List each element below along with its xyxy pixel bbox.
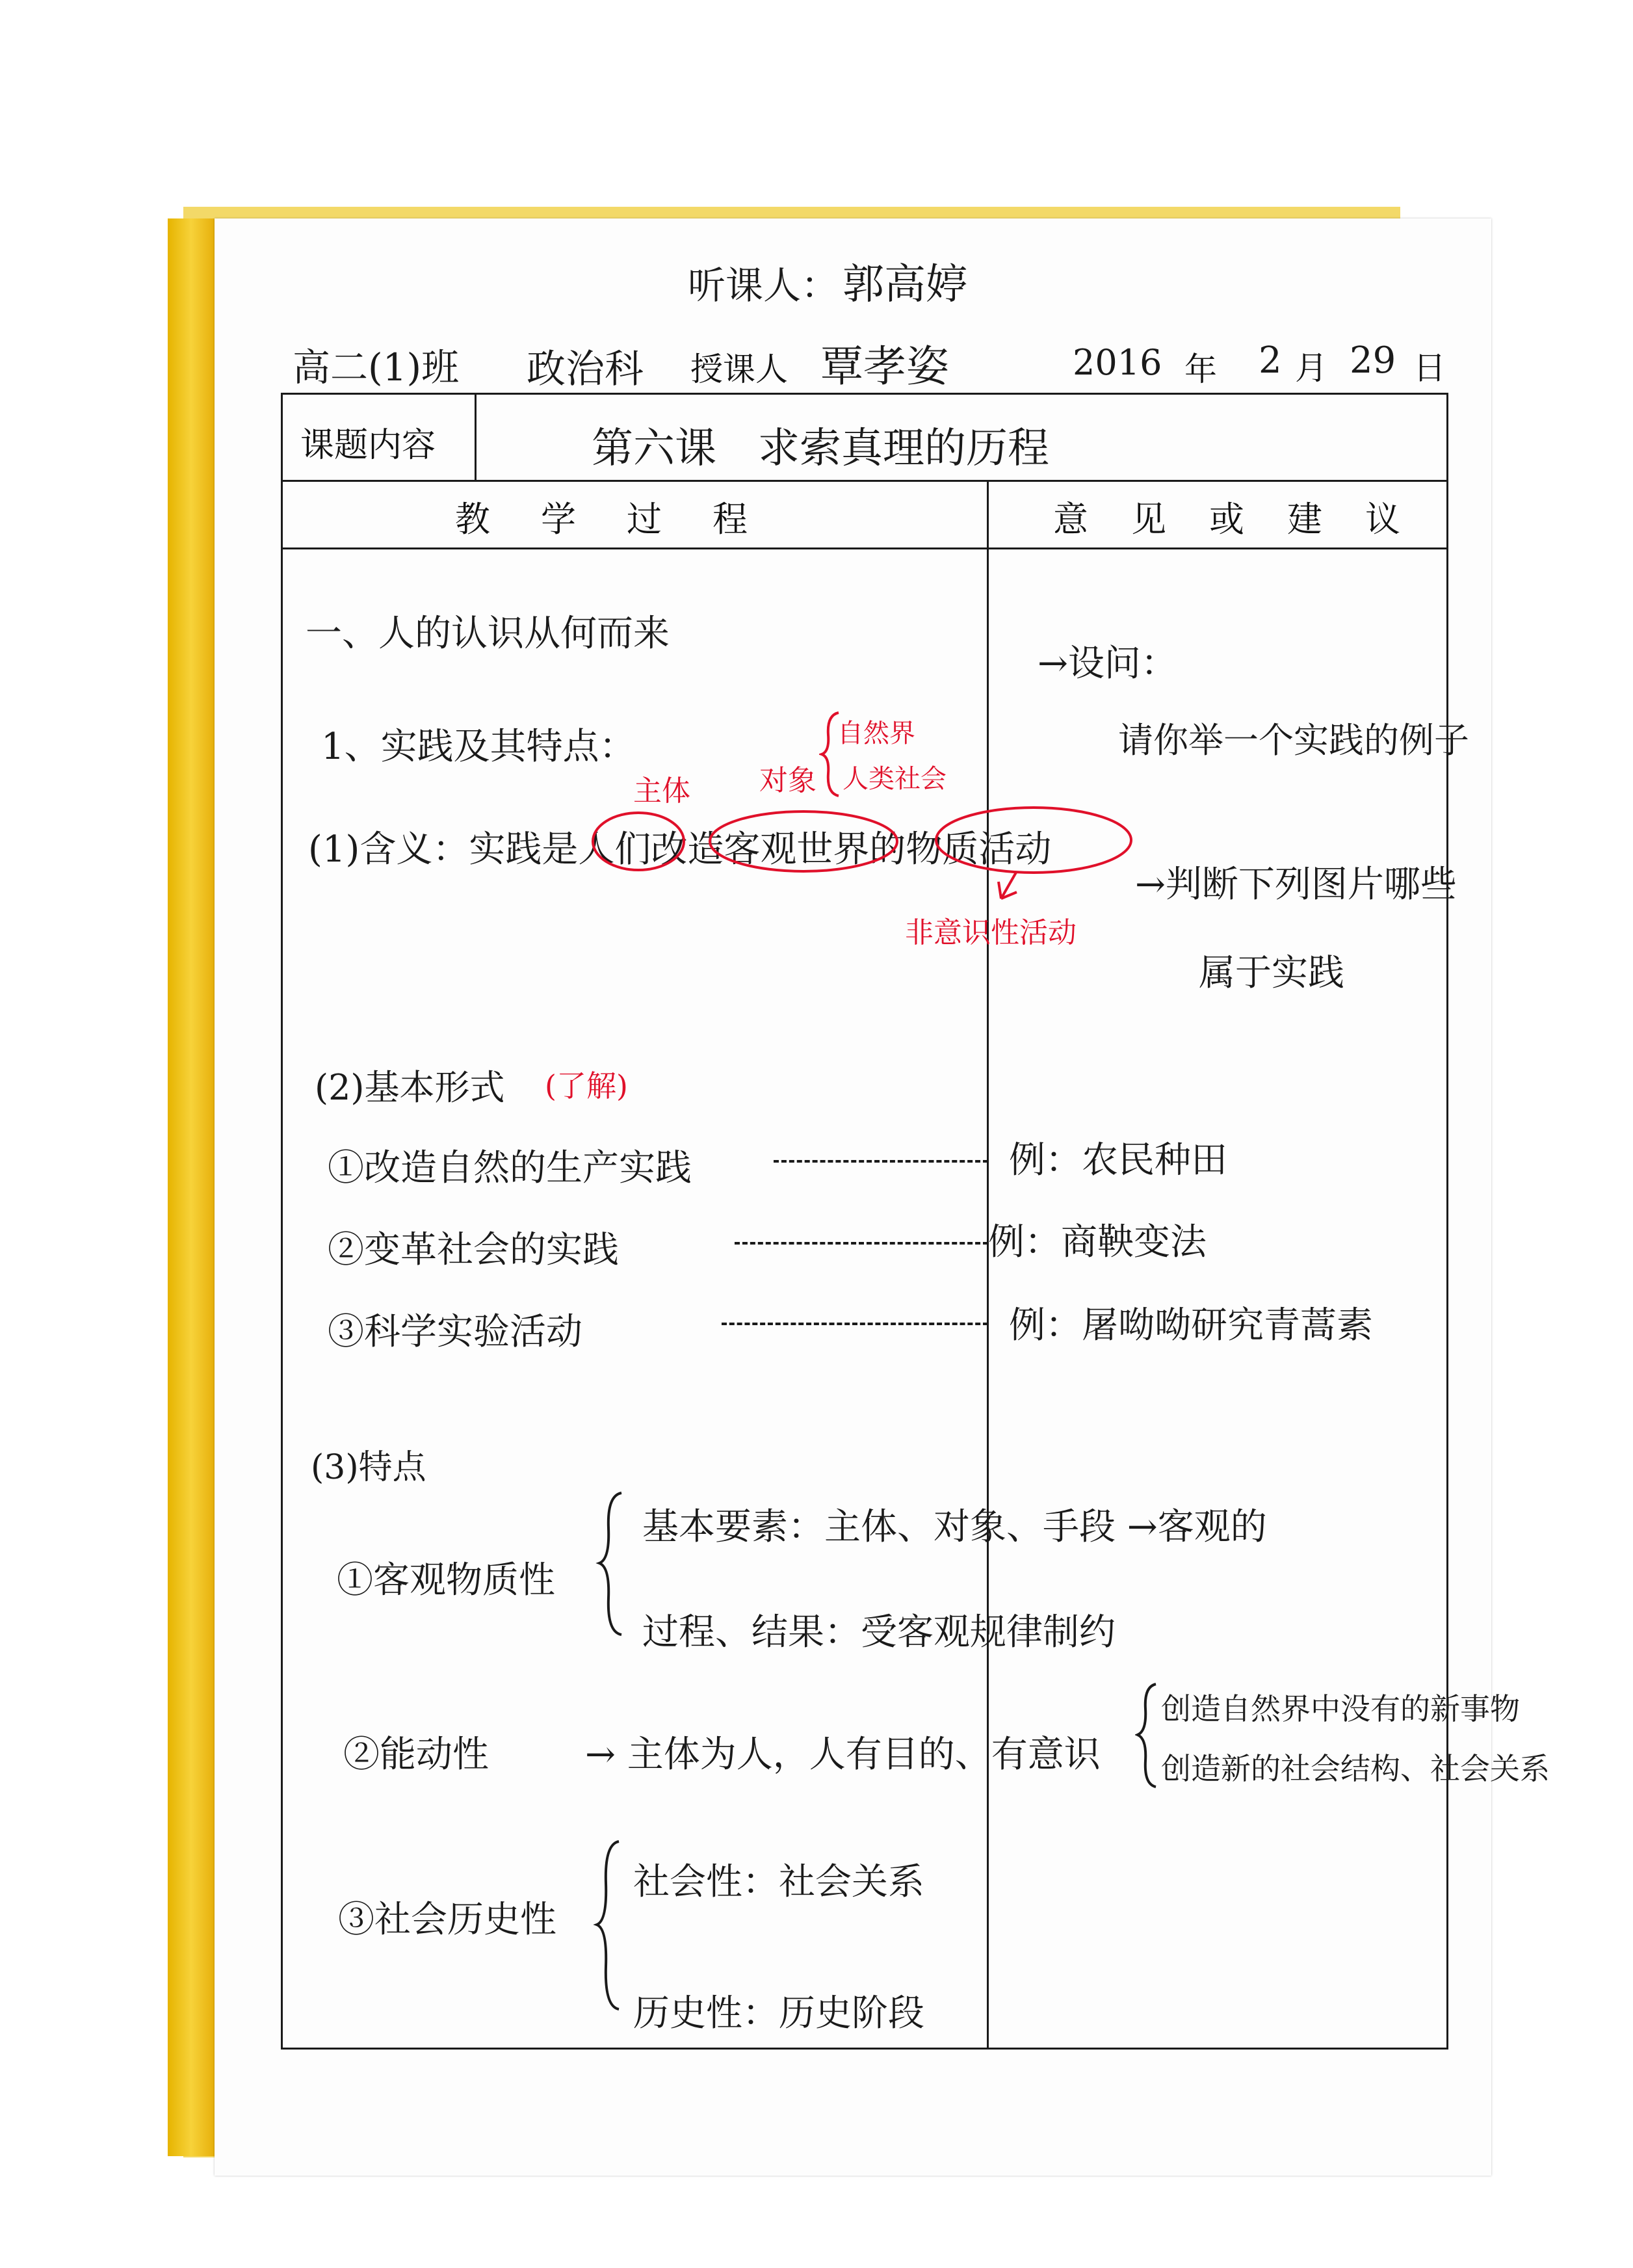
feature-2-new-structures: 创造新的社会结构、社会关系: [1161, 1751, 1550, 1786]
feature-3-historical: 历史性：历史阶段: [633, 1992, 924, 2035]
form-item-1: ①改造自然的生产实践: [328, 1147, 692, 1189]
feature-2: ②能动性: [343, 1734, 489, 1776]
brace-icon: [819, 709, 845, 800]
leader-line-2: [735, 1242, 988, 1245]
column-header-process: 教 学 过 程: [455, 499, 755, 540]
date-month: 2: [1259, 339, 1282, 382]
topic-value: 第六课 求索真理的历程: [592, 425, 1049, 473]
example-1: 例：农民种田: [1009, 1139, 1227, 1181]
listener-name: 郭高婷: [843, 261, 967, 309]
annotation-object: 对象: [759, 764, 816, 797]
date-day: 29: [1350, 339, 1396, 382]
form-item-2: ②变革社会的实践: [328, 1229, 619, 1271]
feature-1-process: 过程、结果：受客观规律制约: [642, 1611, 1116, 1654]
leader-line-1: [774, 1160, 988, 1163]
column-header-suggestions: 意 见 或 建 议: [1053, 499, 1404, 540]
month-unit: 月: [1295, 349, 1327, 387]
teacher-label: 授课人: [690, 350, 788, 388]
brace-icon: [1135, 1680, 1161, 1791]
features-title: (3)特点: [311, 1448, 426, 1487]
date-year: 2016: [1073, 342, 1162, 383]
brace-icon: [595, 1489, 628, 1639]
row-divider-1: [281, 480, 1448, 482]
annotation-circles-icon: [585, 804, 1144, 908]
column-divider: [987, 481, 989, 2050]
forms-title: (2)基本形式: [315, 1067, 505, 1108]
annotation-subject: 主体: [633, 774, 690, 808]
suggestion-question: →设问：: [1038, 642, 1177, 685]
suggestion-judge-prompt-2: 属于实践: [1199, 952, 1344, 994]
example-3: 例：屠呦呦研究青蒿素: [1009, 1304, 1373, 1347]
feature-3-social: 社会性：社会关系: [633, 1861, 924, 1903]
annotation-society: 人类社会: [843, 764, 947, 794]
subject: 政治科: [527, 347, 644, 392]
feature-3: ③社会历史性: [338, 1899, 556, 1941]
section-heading: 一、人的认识从何而来: [306, 613, 670, 655]
leader-line-3: [722, 1323, 988, 1325]
forms-note: (了解): [545, 1068, 628, 1103]
topic-label: 课题内容: [300, 426, 436, 465]
suggestion-judge-prompt: →判断下列图片哪些: [1135, 864, 1457, 906]
teacher-name: 覃孝姿: [820, 341, 949, 391]
brace-icon: [593, 1838, 625, 2013]
definition-line: (1)含义：实践是人们改造客观世界的物质活动: [308, 828, 1052, 871]
subsection-heading: 1、实践及其特点：: [321, 726, 636, 768]
feature-1-elements: 基本要素：主体、对象、手段 →客观的: [642, 1506, 1267, 1548]
class-name: 高二(1)班: [293, 345, 460, 389]
feature-2-new-things: 创造自然界中没有的新事物: [1161, 1691, 1520, 1726]
listener-label: 听课人：: [688, 263, 839, 308]
day-unit: 日: [1413, 349, 1446, 387]
annotation-nature: 自然界: [837, 719, 915, 748]
feature-1: ①客观物质性: [337, 1559, 555, 1602]
example-2: 例：商鞅变法: [988, 1221, 1207, 1263]
binding-spine: [168, 218, 220, 2156]
topic-divider: [475, 393, 477, 481]
year-unit: 年: [1184, 350, 1217, 388]
suggestion-example-prompt: 请你举一个实践的例子: [1118, 720, 1469, 761]
row-divider-2: [281, 547, 1448, 549]
form-item-3: ③科学实验活动: [328, 1311, 582, 1353]
feature-2-subject: → 主体为人，人有目的、有意识: [585, 1734, 1101, 1776]
annotation-not-conscious: 非意识性活动: [905, 916, 1077, 949]
